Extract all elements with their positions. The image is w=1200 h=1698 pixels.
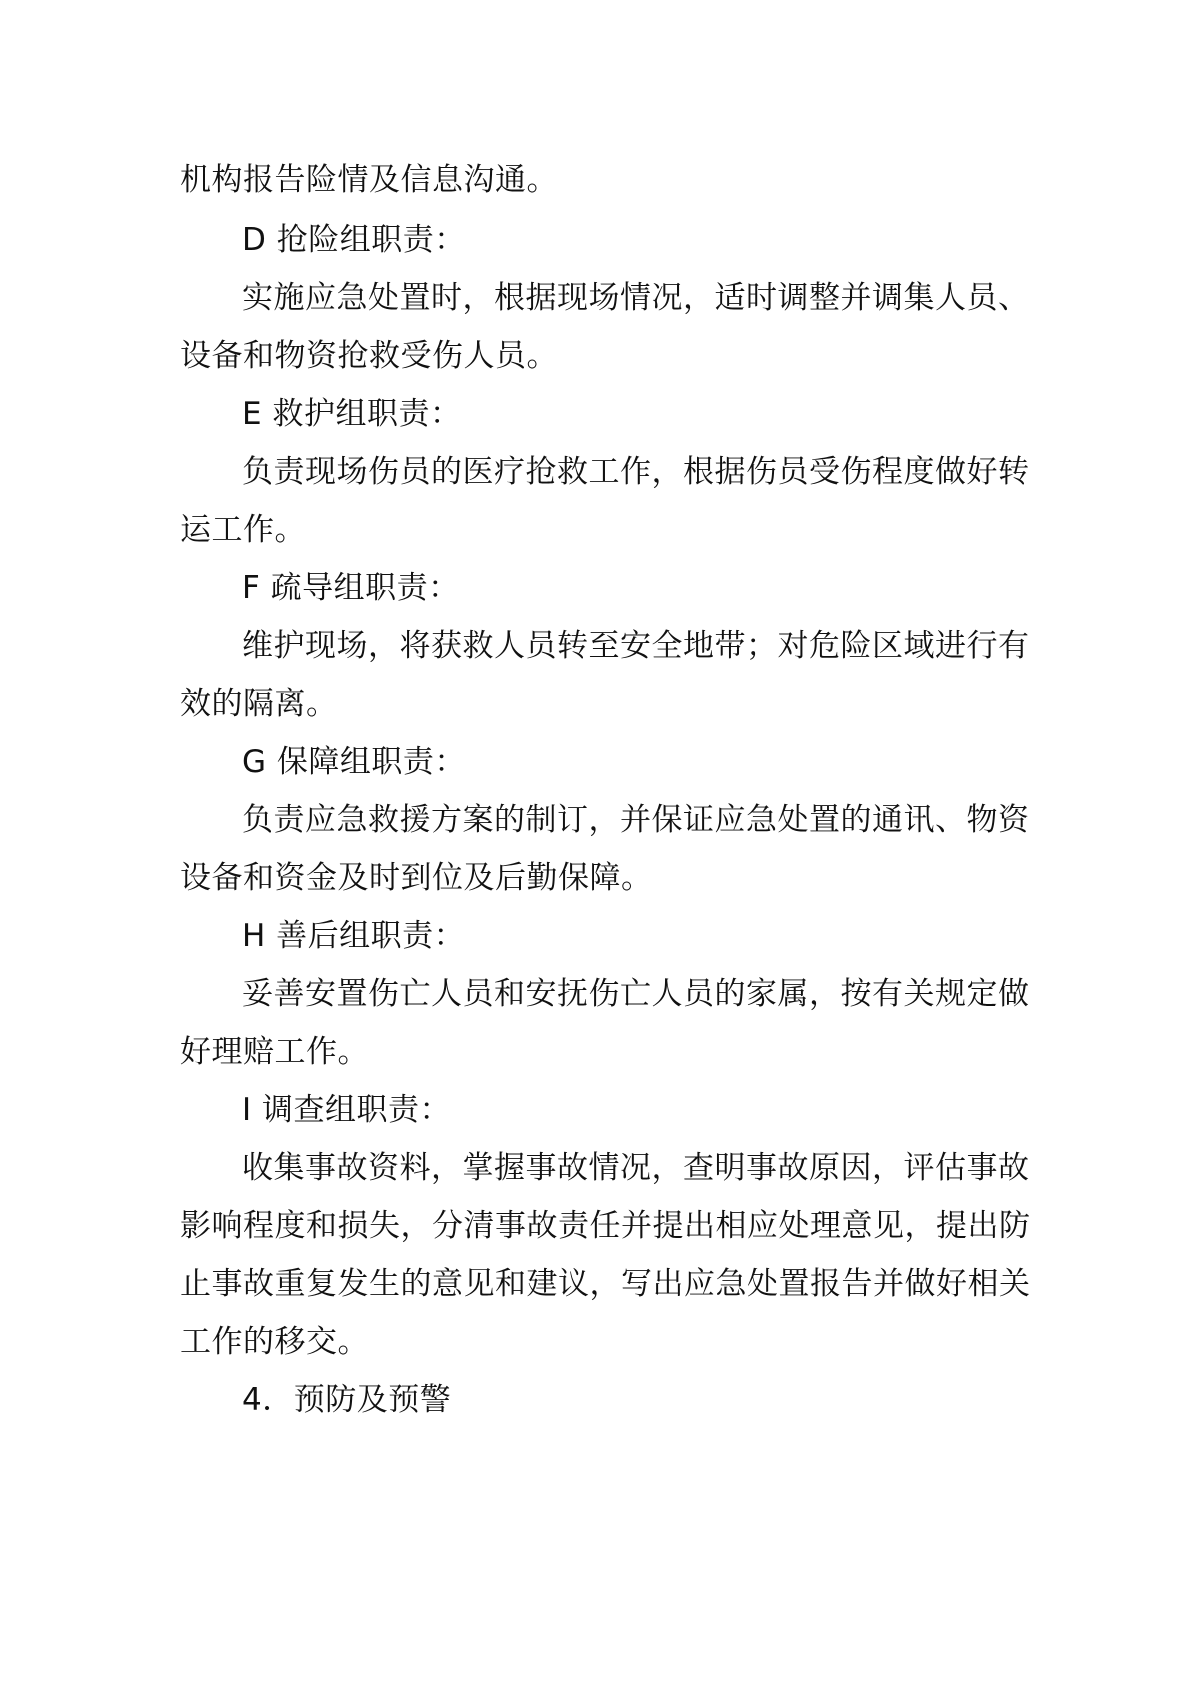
text-line: 止事故重复发生的意见和建议，写出应急处置报告并做好相关 [180,1266,1031,1302]
text-line: 收集事故资料，掌握事故情况，查明事故原因，评估事故 [242,1150,1030,1186]
section-heading-e: E 救护组职责： [242,396,462,432]
text-line: 妥善安置伤亡人员和安抚伤亡人员的家属，按有关规定做 [242,976,1030,1012]
text-line: 影响程度和损失，分清事故责任并提出相应处理意见，提出防 [180,1208,1031,1244]
text-line: 运工作。 [180,512,306,548]
text-line: 设备和资金及时到位及后勤保障。 [180,860,653,896]
text-line: 负责现场伤员的医疗抢救工作，根据伤员受伤程度做好转 [242,454,1030,490]
text-line: 工作的移交。 [180,1324,369,1360]
text-line: 负责应急救援方案的制订，并保证应急处置的通讯、物资 [242,802,1030,838]
text-line: 好理赔工作。 [180,1034,369,1070]
section-heading-f: F 疏导组职责： [242,570,460,606]
text-line: 机构报告险情及信息沟通。 [180,162,558,198]
text-line: 效的隔离。 [180,686,338,722]
text-line: 设备和物资抢救受伤人员。 [180,338,558,374]
text-line: 维护现场，将获救人员转至安全地带；对危险区域进行有 [242,628,1030,664]
text-line: 实施应急处置时，根据现场情况，适时调整并调集人员、 [242,280,1030,316]
section-heading-d: D 抢险组职责： [242,222,466,258]
section-heading-prevention: 4．预防及预警 [242,1382,452,1418]
section-heading-i: I 调查组职责： [242,1092,451,1128]
section-heading-g: G 保障组职责： [242,744,466,780]
section-heading-h: H 善后组职责： [242,918,466,954]
